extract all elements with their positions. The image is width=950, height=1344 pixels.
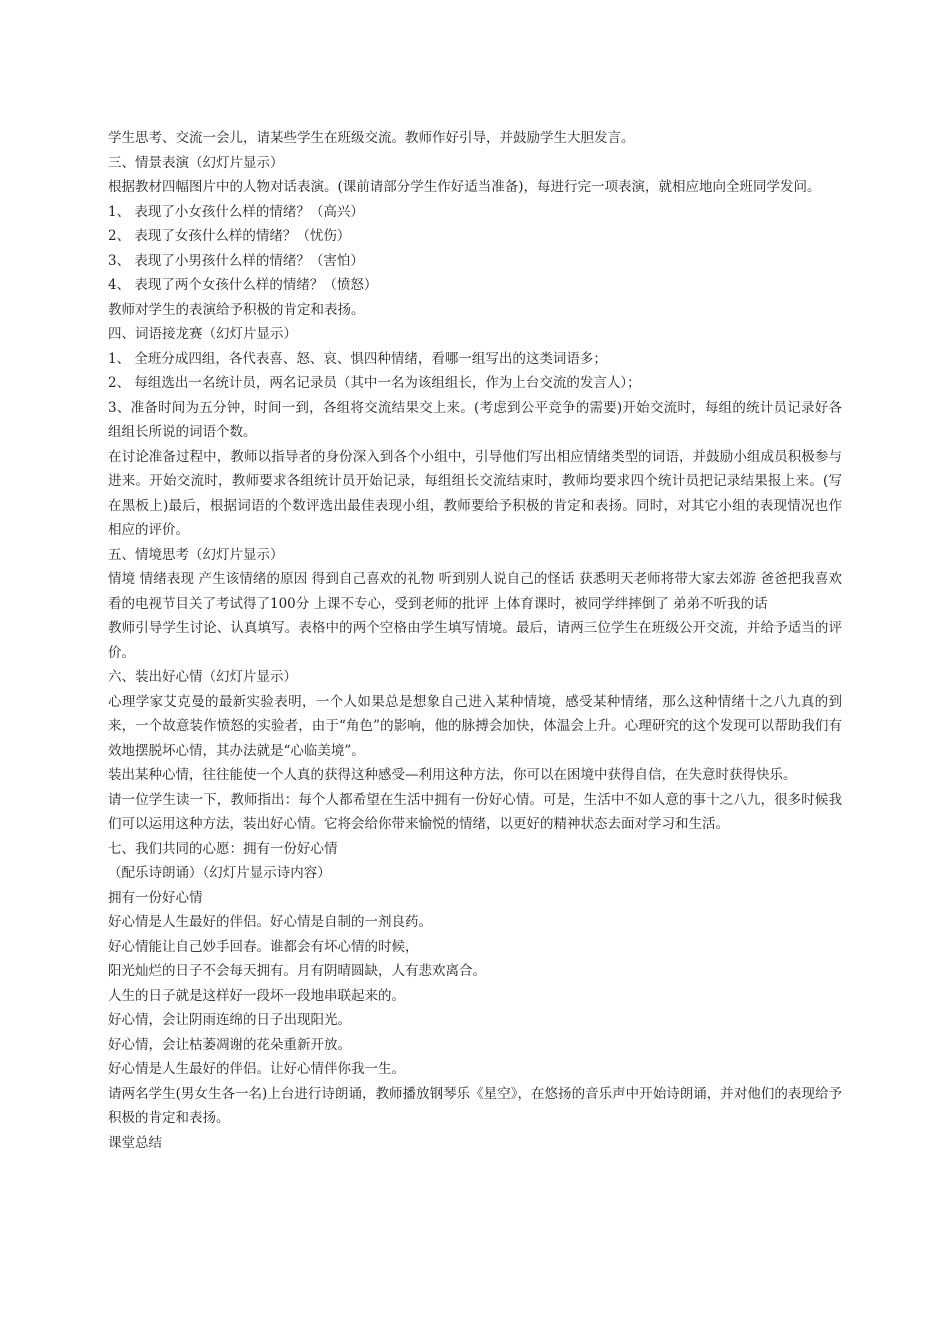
- paragraph: 根据教材四幅图片中的人物对话表演。(课前请部分学生作好适当准备)，每进行完一项表演，就相应地向全班同学发问。: [108, 179, 821, 195]
- list-item: 3、准备时间为五分钟，时间一到，各组将交流结果交上来。(考虑到公平竞争的需要)开始交流时，每组的统计员记录好各组组长所说的词语个数。: [108, 399, 842, 440]
- paragraph: 请两名学生(男女生各一名)上台进行诗朗诵，教师播放钢琴乐《星空》，在悠扬的音乐声中开始诗朗诵，并对他们的表现给予积极的肯定和表扬。: [108, 1085, 842, 1126]
- list-item: 3、 表现了小男孩什么样的情绪？（害怕）: [108, 252, 364, 269]
- poem-title: 拥有一份好心情: [108, 889, 203, 906]
- list-item: 1、 表现了小女孩什么样的情绪？（高兴）: [108, 203, 364, 220]
- list-item: 4、 表现了两个女孩什么样的情绪？（愤怒）: [108, 277, 378, 293]
- section-heading: 四、词语接龙赛（幻灯片显示）: [108, 326, 297, 342]
- paragraph: 装出某种心情，往往能使一个人真的获得这种感受—利用这种方法，你可以在困境中获得自信，在失意时获得快乐。: [108, 767, 797, 783]
- paragraph: 心理学家艾克曼的最新实验表明，一个人如果总是想象自己进入某种情境，感受某种情绪，那么这种情绪十之八九真的到来，一个故意装作愤怒的实验者，由于“角色”的影响，他的脉搏会加快，体温会上升。心理研究的这个发现可以帮助我们有效地摆脱坏心情，其办法就是“心临美境”。: [108, 693, 842, 759]
- list-item: 2、 每组选出一名统计员，两名记录员（其中一名为该组组长，作为上台交流的发言人）；: [108, 375, 641, 391]
- paragraph: 学生思考、交流一会儿，请某些学生在班级交流。教师作好引导，并鼓励学生大胆发言。: [108, 130, 635, 146]
- poem-line: 好心情，会让枯萎凋谢的花朵重新开放。: [108, 1036, 351, 1053]
- paragraph: 教师引导学生讨论、认真填写。表格中的两个空格由学生填写情境。最后，请两三位学生在班级公开交流，并给予适当的评价。: [108, 620, 842, 661]
- poem-line: 好心情是人生最好的伴侣。好心情是自制的一剂良药。: [108, 914, 432, 930]
- section-heading: 五、情境思考（幻灯片显示）: [108, 546, 284, 563]
- paragraph: 在讨论准备过程中，教师以指导者的身份深入到各个小组中，引导他们写出相应情绪类型的词语，并鼓励小组成员积极参与进来。开始交流时，教师要求各组统计员开始记录，每组组长交流结束时，教师均要求四个统计员把记录结果报上来。(写在黑板上)最后，根据词语的个数评选出最佳表现小组，教师要给予积极的肯定和表扬。同时，对其它小组的表现情况也作相应的评价。: [108, 448, 842, 538]
- list-item: 2、 表现了女孩什么样的情绪？（忧伤）: [108, 228, 351, 244]
- paragraph: 教师对学生的表演给予积极的肯定和表扬。: [108, 301, 365, 318]
- poem-line: 好心情，会让阴雨连绵的日子出现阳光。: [108, 1012, 351, 1028]
- section-heading: 六、装出好心情（幻灯片显示）: [108, 669, 297, 685]
- paragraph: 请一位学生读一下，教师指出：每个人都希望在生活中拥有一份好心情。可是，生活中不如人意的事十之八九，很多时候我们可以运用这种方法，装出好心情。它将会给你带来愉悦的情绪，以更好的精神状态去面对学习和生活。: [108, 791, 842, 832]
- section-heading: 三、情景表演（幻灯片显示）: [108, 154, 284, 171]
- section-heading: 课堂总结: [108, 1134, 162, 1151]
- poem-line: 阳光灿烂的日子不会每天拥有。月有阴晴圆缺，人有悲欢离合。: [108, 963, 486, 979]
- paragraph: 情境 情绪表现 产生该情绪的原因 得到自己喜欢的礼物 听到别人说自己的怪话 获悉明天老师将带大家去郊游 爸爸把我喜欢看的电视节目关了考试得了100分 上课不专心，受到老师的批评 上体育课时，被同学绊摔倒了 弟弟不听我的话: [108, 571, 842, 612]
- list-item: 1、 全班分成四组，各代表喜、怒、哀、惧四种情绪，看哪一组写出的这类词语多；: [108, 350, 607, 367]
- poem-line: 好心情是人生最好的伴侣。让好心情伴你我一生。: [108, 1061, 405, 1077]
- paragraph: （配乐诗朗诵）（幻灯片显示诗内容）: [108, 865, 331, 881]
- section-heading: 七、我们共同的心愿：拥有一份好心情: [108, 840, 338, 857]
- poem-line: 好心情能让自己妙手回春。谁都会有坏心情的时候，: [108, 938, 419, 955]
- document-body: [108, 126, 842, 1155]
- poem-line: 人生的日子就是这样好一段坏一段地串联起来的。: [108, 987, 405, 1004]
